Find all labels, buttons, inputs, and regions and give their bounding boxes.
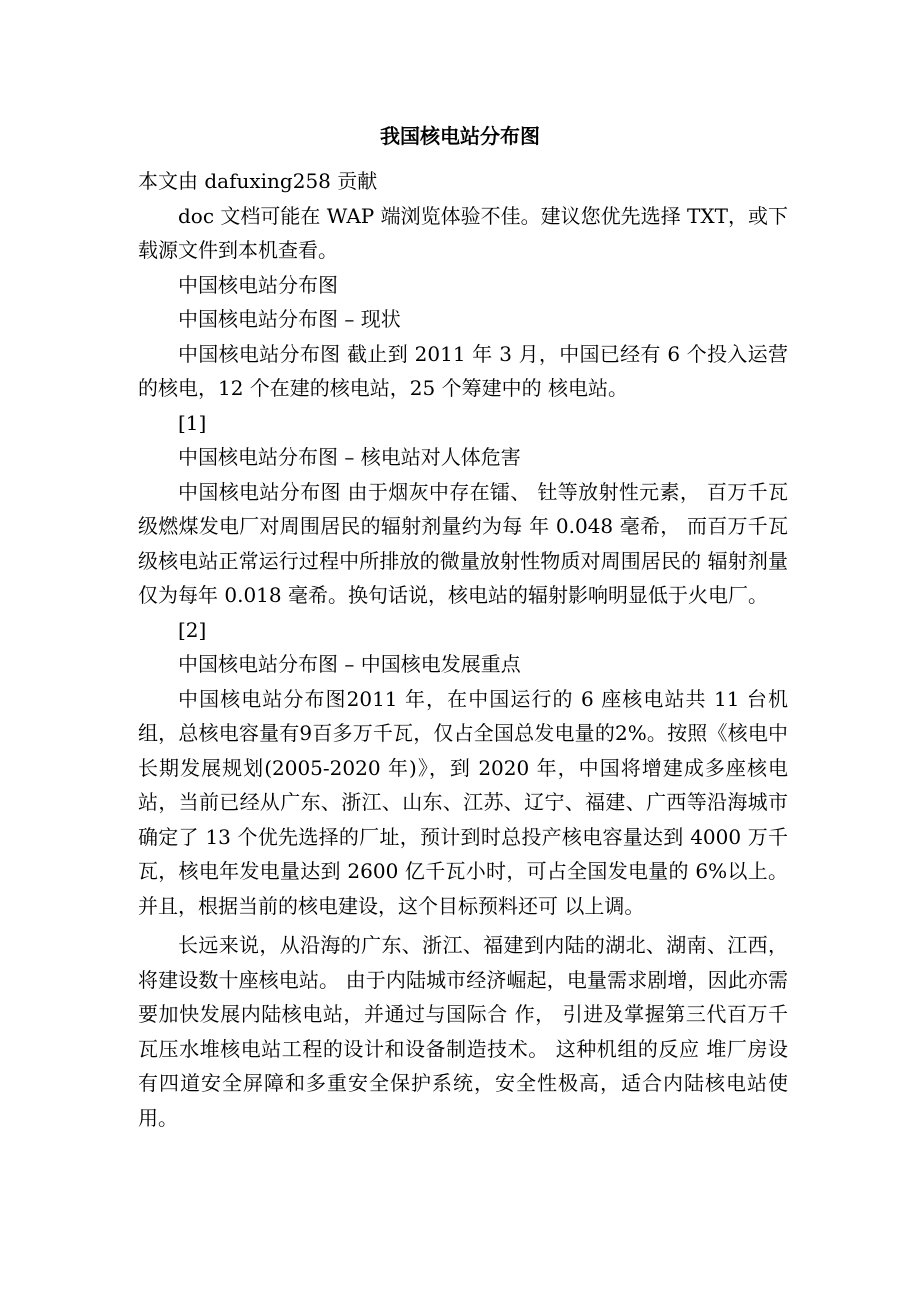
- contributor-line: 本文由 dafuxing258 贡献: [138, 169, 378, 193]
- health-paragraph: 中国核电站分布图 由于烟灰中存在镭、 钍等放射性元素， 百万千瓦级燃煤发电厂对周围居民的辐射剂量约为每 年 0.048 毫希， 而百万千瓦级核电站正常运行过程中所排放的微量放射性物质对周围居民的 辐射剂量仅为每年 0.018 毫希。换句话说，核电站的辐射影响明显低于火电厂。: [138, 479, 788, 607]
- format-notice-paragraph: doc 文档可能在 WAP 端浏览体验不佳。建议您优先选择 TXT，或下载源文件到本机查看。: [138, 203, 788, 262]
- section-heading-development: 中国核电站分布图 – 中国核电发展重点: [178, 652, 521, 676]
- development-paragraph: 中国核电站分布图2011 年，在中国运行的 6 座核电站共 11 台机组，总核电容量有9百多万千瓦，仅占全国总发电量的2%。按照《核电中长期发展规划(2005-2020 年)》，到 2020 年，中国将增建成多座核电站，当前已经从广东、浙江、山东、江苏、辽宁、福建、广西等沿海城市确定了 13 个优先选择的厂址，预计到时总投产核电容量达到 4000 万千瓦，核电年发电量达到 2600 亿千瓦小时，可占全国发电量的 6%以上。并且，根据当前的核电建设，这个目标预料还可 以上调。: [138, 686, 788, 918]
- reference-marker-1: [1]: [178, 410, 207, 435]
- section-heading-status: 中国核电站分布图 – 现状: [178, 307, 401, 331]
- reference-marker-2: [2]: [178, 617, 207, 642]
- document-title: 我国核电站分布图: [380, 124, 540, 148]
- section-heading-health: 中国核电站分布图 – 核电站对人体危害: [178, 445, 521, 469]
- section-heading-main: 中国核电站分布图: [178, 272, 338, 297]
- long-term-paragraph: 长远来说，从沿海的广东、浙江、福建到内陆的湖北、湖南、江西，将建设数十座核电站。 由于内陆城市经济崛起，电量需求剧增，因此亦需要加快发展内陆核电站，并通过与国际合 作， 引进及掌握第三代百万千瓦压水堆核电站工程的设计和设备制造技术。 这种机组的反应 堆厂房设有四道安全屏障和多重安全保护系统，安全性极高，适合内陆核电站使用。: [138, 933, 788, 1130]
- document-body: [138, 164, 788, 1135]
- status-paragraph: 中国核电站分布图 截止到 2011 年 3 月，中国已经有 6 个投入运营的核电，12 个在建的核电站，25 个筹建中的 核电站。: [138, 341, 788, 400]
